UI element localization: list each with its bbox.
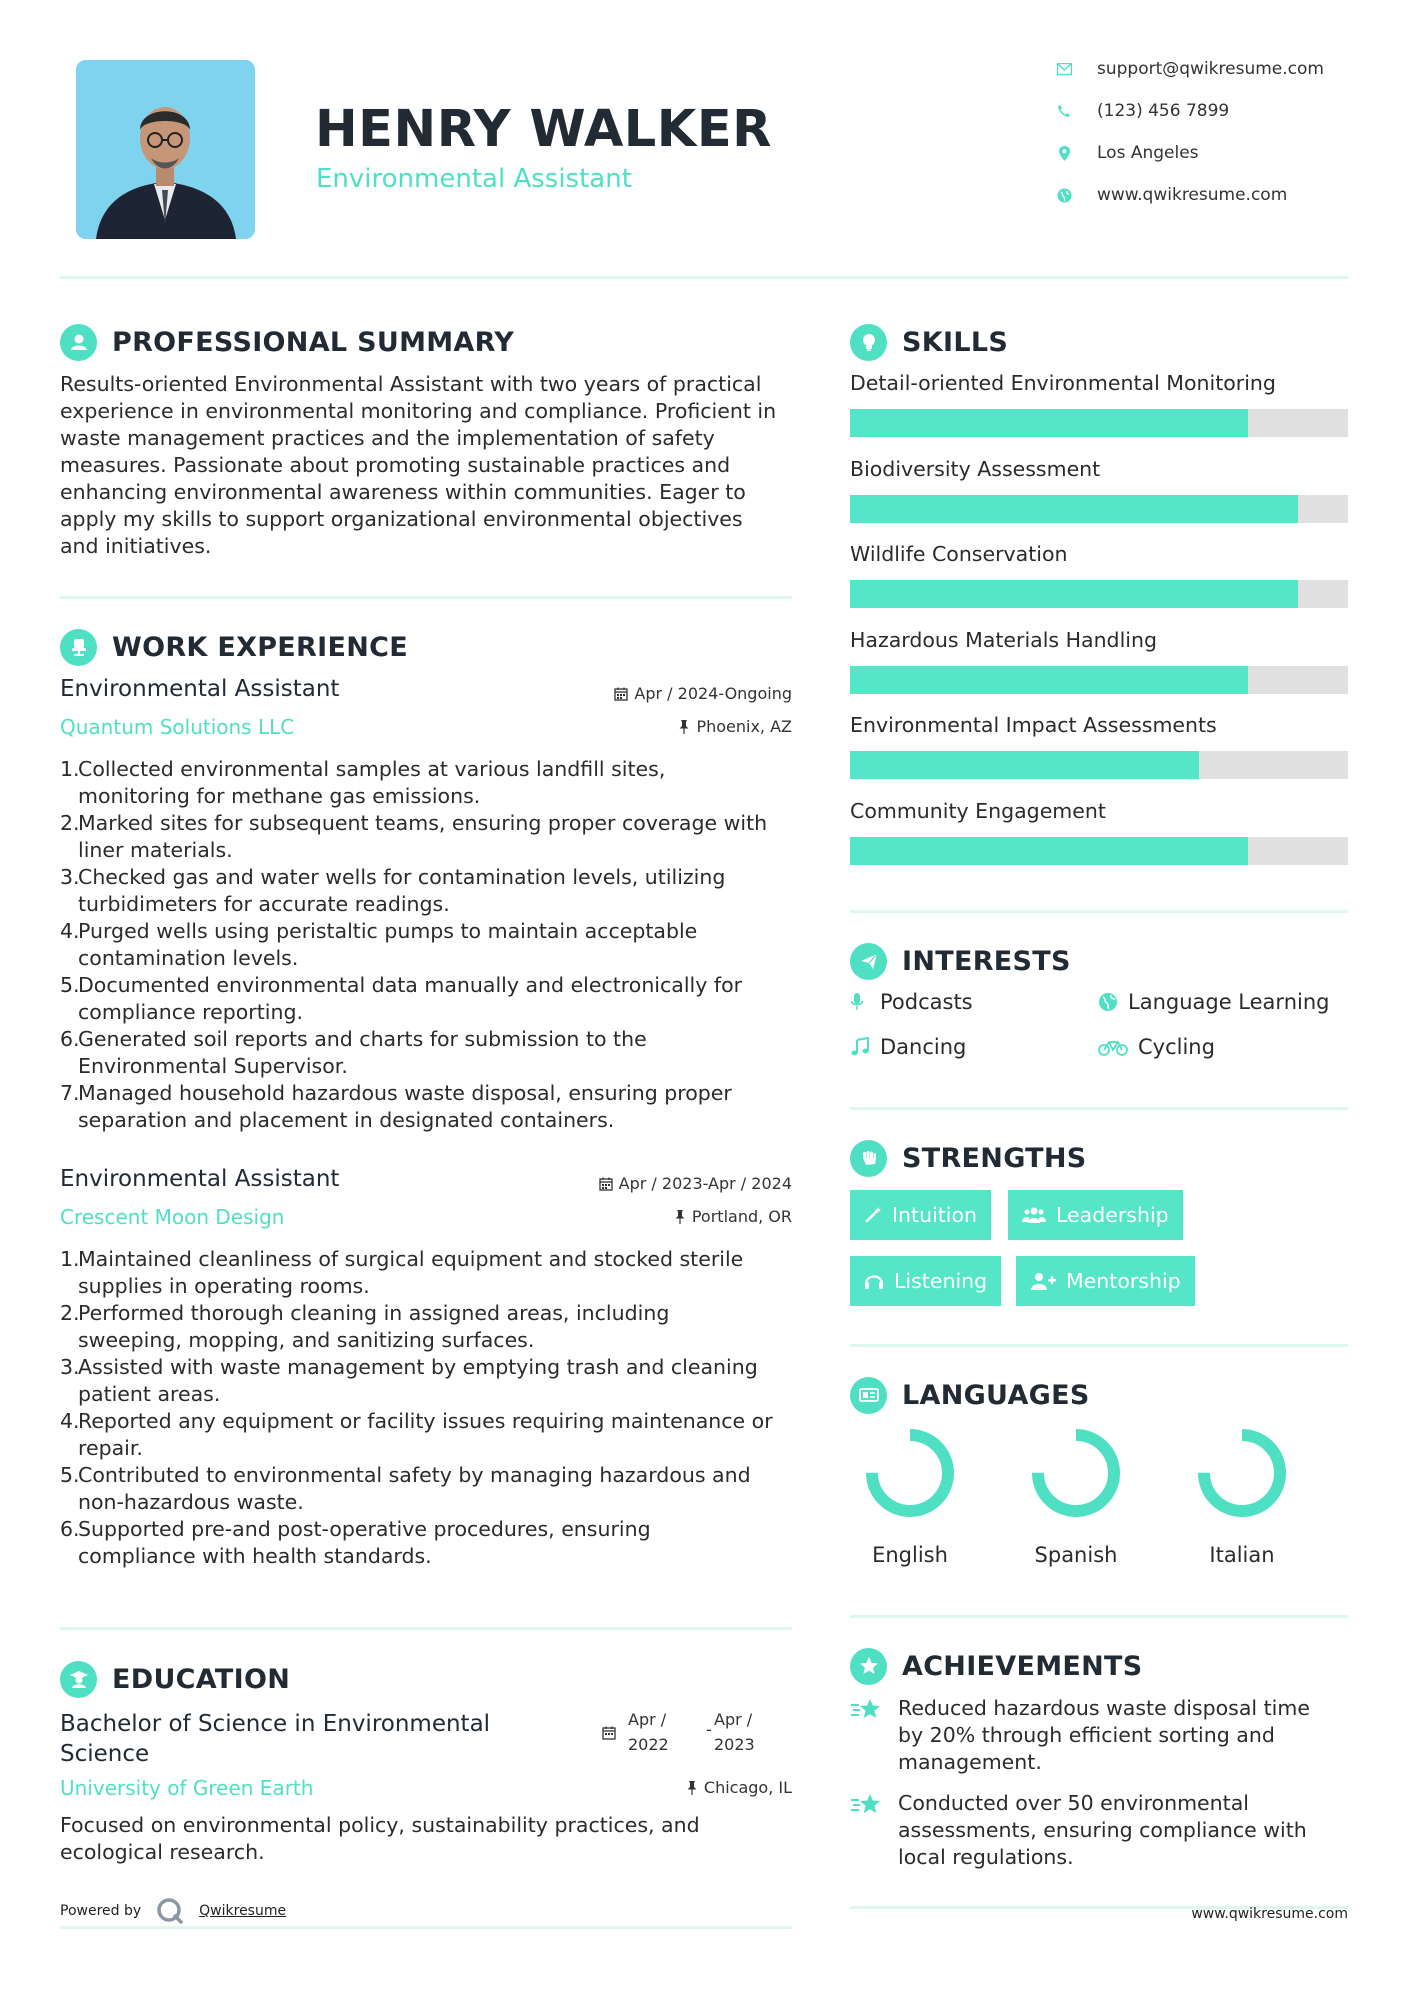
list-item: 5. Documented environmental data manually and electronically for compliance reporting. (60, 973, 743, 1024)
end-year: 2023 (714, 1735, 755, 1754)
achievement-item (850, 1790, 1348, 1871)
education-desc-line: Focused on environmental policy, sustainability practices, and (60, 1813, 700, 1837)
graduate-icon (60, 1661, 97, 1698)
strengths-section-header (850, 1138, 1087, 1178)
education-dates (600, 1710, 800, 1760)
degree-title (60, 1709, 580, 1769)
summary-line: measures. Passionate about promoting sustainable practices and (60, 453, 731, 477)
skill-label: Environmental Impact Assessments (850, 713, 1217, 737)
strength-tag (850, 1256, 1001, 1306)
list-item: 4. Purged wells using peristaltic pumps to maintain acceptable contamination levels. (60, 919, 698, 970)
list-item: 2. Marked sites for subsequent teams, ensuring proper coverage with liner materials. (60, 811, 768, 862)
paper-plane-icon (850, 943, 887, 980)
music-icon (850, 1037, 872, 1057)
pushpin-icon (686, 1781, 698, 1795)
list-item: 6. Generated soil reports and charts for submission to the Environmental Supervisor. (60, 1027, 647, 1078)
job-title: Environmental Assistant (60, 1166, 340, 1192)
achievement-item (850, 1695, 1348, 1776)
pushpin-icon (674, 1210, 686, 1224)
duties-list (60, 1246, 800, 1570)
start-month: Apr / (628, 1710, 667, 1729)
list-item: 3. Assisted with waste management by emptying trash and cleaning patient areas. (60, 1355, 758, 1406)
achievements-heading: ACHIEVEMENTS (902, 1650, 1143, 1682)
headphones-icon (864, 1272, 884, 1290)
interests-section-header (850, 941, 1071, 981)
interest-label: Dancing (880, 1035, 967, 1059)
summary-heading: PROFESSIONAL SUMMARY (112, 326, 515, 358)
strength-tag (850, 1190, 991, 1240)
summary-section-header (60, 322, 514, 362)
candidate-name: HENRY WALKER (315, 100, 772, 159)
list-item: 7. Managed household hazardous waste disposal, ensuring proper separation and placement in designated containers. (60, 1081, 732, 1132)
interests-heading: INTERESTS (902, 945, 1071, 977)
strength-tag (1008, 1190, 1183, 1240)
degree-line: Bachelor of Science in Environmental (60, 1711, 491, 1737)
calendar-icon (614, 687, 628, 701)
skill-label: Wildlife Conservation (850, 542, 1068, 566)
star-icon (850, 1790, 898, 1871)
job-location-text: Phoenix, AZ (696, 717, 792, 736)
languages-section-header (850, 1375, 1090, 1415)
language-label: Spanish (1034, 1543, 1118, 1567)
interest-label: Cycling (1138, 1035, 1215, 1059)
skill-bar (850, 751, 1348, 779)
achievement-line: Conducted over 50 environmental (898, 1791, 1249, 1815)
chair-icon (60, 629, 97, 666)
skill-bar-fill (850, 495, 1298, 523)
achievement-line: Reduced hazardous waste disposal time (898, 1696, 1310, 1720)
skill-label: Biodiversity Assessment (850, 457, 1101, 481)
interest-item (1098, 990, 1329, 1014)
envelope-icon (1055, 60, 1073, 78)
job-title: Environmental Assistant (60, 676, 340, 702)
user-icon (60, 324, 97, 361)
interest-item (1098, 1035, 1215, 1059)
education-desc-line: ecological research. (60, 1840, 265, 1864)
strength-label: Mentorship (1066, 1269, 1181, 1293)
summary-line: enhancing environmental awareness within communities. Eager to (60, 480, 746, 504)
education-description (60, 1812, 800, 1866)
contact-location (1055, 140, 1199, 166)
summary-line: Results-oriented Environmental Assistant with two years of practical (60, 372, 762, 396)
header-divider (60, 276, 1348, 279)
brand-link[interactable]: Qwikresume (199, 1903, 287, 1919)
job-dates (500, 684, 792, 703)
footer-divider-left (60, 1926, 792, 1929)
skill-bar-fill (850, 666, 1248, 694)
phone-text: (123) 456 7899 (1097, 101, 1230, 121)
skills-heading: SKILLS (902, 326, 1009, 358)
profile-photo (76, 60, 255, 239)
interest-item (850, 1035, 966, 1059)
skill-bar-fill (850, 837, 1248, 865)
skill-bar-fill (850, 751, 1199, 779)
interest-label: Podcasts (880, 990, 973, 1014)
job-location (500, 1207, 792, 1226)
skill-bar-fill (850, 409, 1248, 437)
company-name: Quantum Solutions LLC (60, 715, 295, 739)
magic-wand-icon (864, 1206, 882, 1224)
contact-email[interactable] (1055, 56, 1324, 82)
language-label: Italian (1209, 1543, 1275, 1567)
microphone-icon (850, 992, 872, 1012)
users-icon (1022, 1206, 1046, 1224)
calendar-icon (599, 1177, 613, 1191)
languages-divider (850, 1615, 1348, 1618)
summary-line: experience in environmental monitoring and compliance. Proficient in (60, 399, 777, 423)
company-name: Crescent Moon Design (60, 1205, 285, 1229)
person-portrait-icon (76, 60, 255, 239)
skill-bar (850, 837, 1348, 865)
achievement-line: management. (898, 1750, 1042, 1774)
skills-divider (850, 910, 1348, 913)
job-dates (500, 1174, 792, 1193)
lightbulb-icon (850, 324, 887, 361)
start-year: 2022 (628, 1735, 669, 1754)
globe-icon (1055, 186, 1073, 204)
summary-line: waste management practices and the implementation of safety (60, 426, 715, 450)
strength-label: Intuition (892, 1203, 978, 1227)
achievement-line: by 20% through efficient sorting and (898, 1723, 1275, 1747)
duties-list (60, 756, 800, 1134)
skill-bar-fill (850, 580, 1298, 608)
email-text: support@qwikresume.com (1097, 59, 1324, 79)
experience-divider (60, 1627, 792, 1630)
education-heading: EDUCATION (112, 1663, 291, 1695)
candidate-title: Environmental Assistant (316, 164, 632, 194)
job-dates-text: Apr / 2023-Apr / 2024 (618, 1174, 792, 1193)
list-item: 3. Checked gas and water wells for contamination levels, utilizing turbidimeters for accurate readings. (60, 865, 726, 916)
language-rings (850, 1425, 1348, 1535)
end-month: Apr / (714, 1710, 753, 1729)
summary-text (60, 371, 800, 560)
list-item: 1. Maintained cleanliness of surgical equipment and stocked sterile supplies in operating rooms. (60, 1247, 744, 1298)
job-location-text: Portland, OR (691, 1207, 792, 1226)
education-location-text: Chicago, IL (703, 1778, 792, 1797)
strengths-heading: STRENGTHS (902, 1142, 1087, 1174)
strength-label: Leadership (1056, 1203, 1169, 1227)
languages-heading: LANGUAGES (902, 1379, 1090, 1411)
website-text: www.qwikresume.com (1097, 185, 1288, 205)
language-label: English (872, 1543, 948, 1567)
strengths-divider (850, 1344, 1348, 1347)
skill-label: Detail-oriented Environmental Monitoring (850, 371, 1276, 395)
powered-by (60, 1896, 286, 1926)
date-separator: - (706, 1720, 712, 1739)
education-location (500, 1778, 792, 1797)
skill-label: Hazardous Materials Handling (850, 628, 1157, 652)
powered-by-text: Powered by (60, 1903, 142, 1919)
contact-website[interactable] (1055, 182, 1287, 208)
experience-section-header (60, 627, 408, 667)
calendar-icon (602, 1726, 616, 1740)
skill-bar (850, 495, 1348, 523)
strength-tag (1016, 1256, 1195, 1306)
experience-heading: WORK EXPERIENCE (112, 631, 408, 663)
summary-divider (60, 596, 792, 599)
education-section-header (60, 1659, 290, 1699)
achievement-line: assessments, ensuring compliance with (898, 1818, 1307, 1842)
list-item: 1. Collected environmental samples at various landfill sites, monitoring for methane gas emissions. (60, 757, 666, 808)
fist-icon (850, 1140, 887, 1177)
strength-label: Listening (894, 1269, 988, 1293)
list-item: 6. Supported pre-and post-operative procedures, ensuring compliance with health standards. (60, 1517, 651, 1568)
interest-item (850, 990, 973, 1014)
degree-line: Science (60, 1741, 150, 1767)
map-pin-icon (1055, 144, 1073, 162)
job-location (500, 717, 792, 736)
summary-line: apply my skills to support organizational environmental objectives (60, 507, 743, 531)
interests-divider (850, 1107, 1348, 1110)
star-badge-icon (850, 1648, 887, 1685)
interest-label: Language Learning (1128, 990, 1330, 1014)
location-text: Los Angeles (1097, 143, 1199, 163)
bicycle-icon (1098, 1038, 1130, 1056)
list-item: 4. Reported any equipment or facility issues requiring maintenance or repair. (60, 1409, 773, 1460)
skill-label: Community Engagement (850, 799, 1106, 823)
summary-line: and initiatives. (60, 534, 212, 558)
school-name: University of Green Earth (60, 1776, 314, 1800)
phone-icon (1055, 102, 1073, 120)
list-item: 2. Performed thorough cleaning in assigned areas, including sweeping, mopping, and sanitizing surfaces. (60, 1301, 670, 1352)
user-plus-icon (1030, 1272, 1056, 1290)
globe-icon (1098, 992, 1120, 1012)
star-icon (850, 1695, 898, 1776)
pushpin-icon (678, 720, 690, 734)
qwikresume-logo-icon (155, 1896, 185, 1926)
skill-bar (850, 409, 1348, 437)
achievements-section-header (850, 1646, 1143, 1686)
skill-bar (850, 580, 1348, 608)
skills-section-header (850, 322, 1008, 362)
skill-bar (850, 666, 1348, 694)
footer-website[interactable]: www.qwikresume.com (1191, 1906, 1348, 1922)
list-item: 5. Contributed to environmental safety by managing hazardous and non-hazardous waste. (60, 1463, 751, 1514)
contact-phone[interactable] (1055, 98, 1229, 124)
language-card-icon (850, 1377, 887, 1414)
job-dates-text: Apr / 2024-Ongoing (634, 684, 792, 703)
achievement-line: local regulations. (898, 1845, 1074, 1869)
